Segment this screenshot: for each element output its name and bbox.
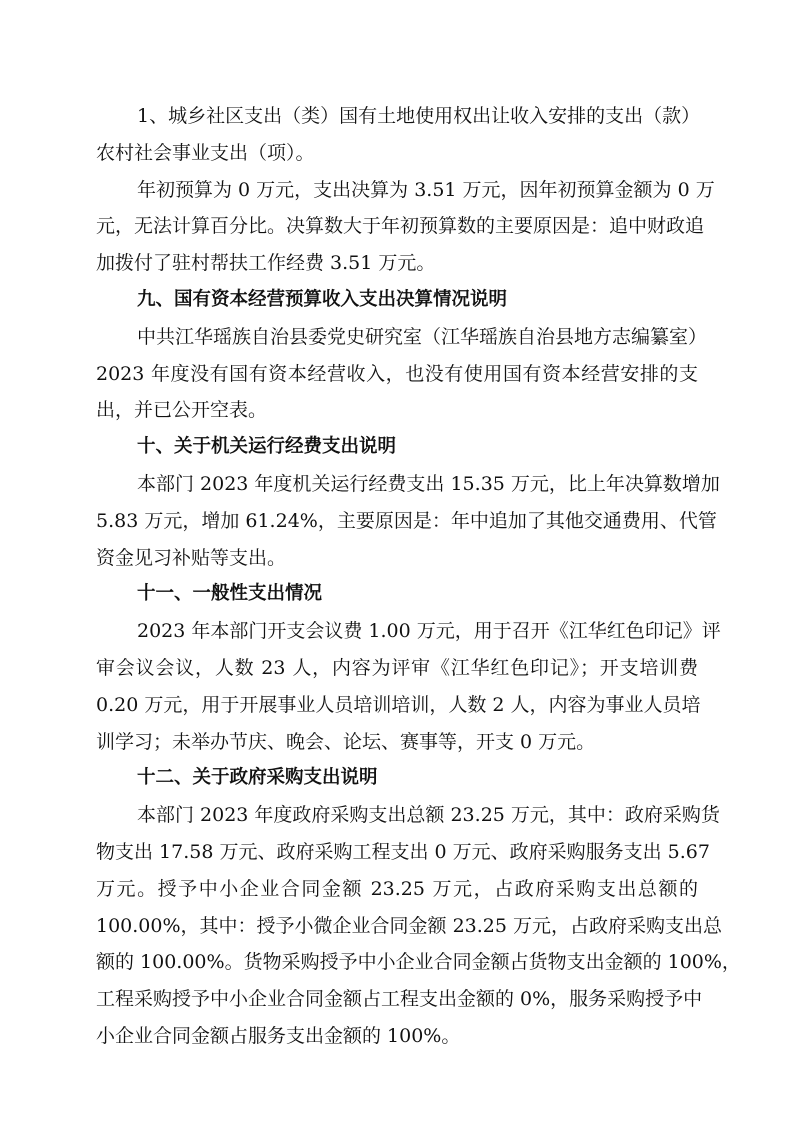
section-11-line-4: 训学习；未举办节庆、晚会、论坛、赛事等，开支 0 万元。 [96, 730, 596, 753]
section-10-line-3: 资金见习补贴等支出。 [96, 546, 287, 569]
budget-paragraph-line-3: 加拨付了驻村帮扶工作经费 3.51 万元。 [96, 252, 436, 275]
section-9-heading: 九、国有资本经营预算收入支出决算情况说明 [137, 288, 508, 310]
section-12-line-7: 小企业合同金额占服务支出金额的 100%。 [96, 1024, 461, 1047]
item1-line-1: 1、城乡社区支出（类）国有土地使用权出让收入安排的支出（款） [137, 105, 701, 127]
section-11-line-1: 2023 年本部门开支会议费 1.00 万元，用于召开《江华红色印记》评 [137, 620, 721, 643]
section-10-line-2: 5.83 万元，增加 61.24%，主要原因是：年中追加了其他交通费用、代管 [96, 509, 717, 532]
section-10-heading: 十、关于机关运行经费支出说明 [137, 436, 397, 458]
section-11-heading: 十一、一般性支出情况 [137, 583, 323, 605]
budget-paragraph-line-2: 元，无法计算百分比。决算数大于年初预算数的主要原因是：追中财政追 [96, 215, 705, 238]
section-11-line-2: 审会议会议，人数 23 人，内容为评审《江华红色印记》；开支培训费 [96, 656, 698, 679]
section-9-line-3: 出，并已公开空表。 [96, 399, 268, 422]
section-9-line-2: 2023 年度没有国有资本经营收入，也没有使用国有资本经营安排的支 [96, 362, 698, 385]
document-page [96, 98, 741, 1055]
section-11-line-3: 0.20 万元，用于开展事业人员培训培训，人数 2 人，内容为事业人员培 [96, 693, 701, 716]
section-12-line-6: 工程采购授予中小企业合同金额占工程支出金额的 0%，服务采购授予中 [96, 988, 703, 1011]
section-10-line-1: 本部门 2023 年度机关运行经费支出 15.35 万元，比上年决算数增加 [137, 472, 720, 495]
item1-line-2: 农村社会事业支出（项）。 [96, 141, 315, 164]
budget-paragraph-line-1: 年初预算为 0 万元，支出决算为 3.51 万元，因年初预算金额为 0 万 [137, 178, 715, 201]
section-9-line-1: 中共江华瑶族自治县委党史研究室（江华瑶族自治县地方志编纂室） [137, 325, 708, 348]
section-12-line-3: 万元。授予中小企业合同金额 23.25 万元，占政府采购支出总额的 [96, 877, 698, 900]
section-12-heading: 十二、关于政府采购支出说明 [137, 767, 378, 789]
section-12-line-5: 额的 100.00%。货物采购授予中小企业合同金额占货物支出金额的 100%， [96, 951, 741, 974]
section-12-line-1: 本部门 2023 年度政府采购支出总额 23.25 万元，其中：政府采购货 [137, 804, 720, 827]
section-12-line-4: 100.00%，其中：授予小微企业合同金额 23.25 万元，占政府采购支出总 [96, 914, 723, 937]
section-12-line-2: 物支出 17.58 万元、政府采购工程支出 0 万元、政府采购服务支出 5.67 [96, 840, 710, 863]
